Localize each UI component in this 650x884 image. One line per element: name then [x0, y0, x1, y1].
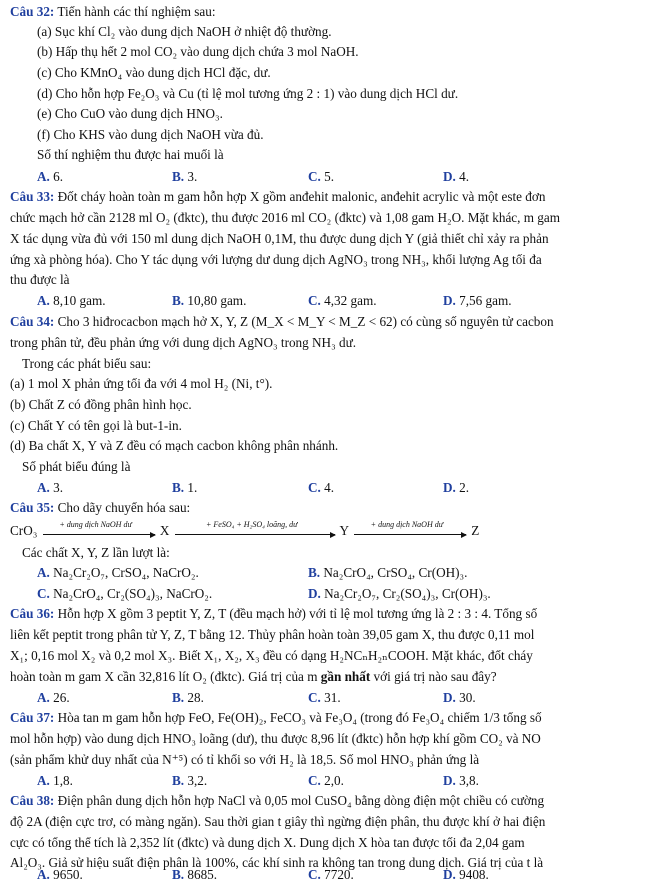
q36-line-2: liên kết peptit trong phân tử Y, Z, T bằng 12. Thủy phân hoàn toàn 39,05 gam X, thu được 0,11 mol [10, 627, 535, 642]
q38-line-2: độ 2A (điện cực trơ, có màng ngăn). Sau thời gian t giây thì ngừng điện phân, thu được khí ở hai điện [10, 814, 546, 829]
q34-intro: Trong các phát biểu sau: [22, 356, 152, 371]
q32-exp-f: (f) Cho KHS vào dung dịch NaOH vừa đủ. [37, 127, 264, 142]
q34-question: Số phát biểu đúng là [22, 459, 131, 474]
q37-line-2: mol hỗn hợp) vào dung dịch HNO₃ loãng (dư), thu được 8,96 lít (đktc) hỗn hợp khí gồm CO₂ và NO [10, 731, 541, 746]
q37-label: Câu 37: [10, 710, 55, 725]
q38-option-b[interactable]: B. 8685. [172, 866, 218, 882]
q34-option-b[interactable]: B. 1. [172, 480, 198, 495]
q38-option-a[interactable]: A. 9650. [37, 866, 83, 882]
q32-exp-d: (d) Cho hỗn hợp Fe₂O₃ và Cu (tỉ lệ mol tương ứng 2 : 1) vào dung dịch HCl dư. [37, 86, 459, 101]
q35-stem: Câu 35: Cho dãy chuyển hóa sau: [10, 500, 191, 515]
q34-line-1: Câu 34: Cho 3 hiđrocacbon mạch hở X, Y, Z (M_X < M_Y < M_Z < 62) có cùng số nguyên tử cacbon [10, 314, 554, 329]
q36-line-3: X₁; 0,16 mol X₂ và 0,2 mol X₃. Biết X₁, X₂, X₃ đều có dạng H₂NCₙH₂ₙCOOH. Mặt khác, đốt cháy [10, 648, 533, 663]
q34-option-d[interactable]: D. 2. [443, 480, 470, 495]
q35-option-d[interactable]: D. Na₂Cr₂O₇, Cr₂(SO₄)₃, Cr(OH)₃. [308, 586, 491, 601]
q33-option-a[interactable]: A. 8,10 gam. [37, 293, 106, 308]
q32-exp-a: (a) Sục khí Cl₂ vào dung dịch NaOH ở nhiệt độ thường. [37, 24, 332, 39]
q33-option-d[interactable]: D. 7,56 gam. [443, 293, 512, 308]
q38-line-1: Câu 38: Điện phân dung dịch hỗn hợp NaCl và 0,05 mol CuSO₄ bằng dòng điện một chiều có cường [10, 793, 545, 808]
q32-option-d[interactable]: D. 4. [443, 169, 470, 184]
chain-arrow-1 [43, 520, 155, 535]
q35-label: Câu 35: [10, 500, 55, 515]
q34-statement-d: (d) Ba chất X, Y và Z đều có mạch cacbon không phân nhánh. [10, 438, 339, 453]
q34-option-a[interactable]: A. 3. [37, 480, 64, 495]
q32-option-b[interactable]: B. 3. [172, 169, 198, 184]
q35-option-c[interactable]: C. Na₂CrO₄, Cr₂(SO₄)₃, NaCrO₂. [37, 586, 213, 601]
chain-arrow-1-caption: + dung dịch NaOH dư [59, 520, 132, 529]
q36-option-a[interactable]: A. 26. [37, 690, 70, 705]
q32-option-c[interactable]: C. 5. [308, 169, 335, 184]
q35-option-a[interactable]: A. Na₂Cr₂O₇, CrSO₄, NaCrO₂. [37, 565, 199, 580]
chain-start: CrO₃ [10, 523, 38, 538]
q38-line-4: Al₂O₃. Giả sử hiệu suất điện phân là 100%, các khí sinh ra không tan trong dung dịch. Giá trị của t là [10, 855, 544, 870]
q32-exp-c: (c) Cho KMnO₄ vào dung dịch HCl đặc, dư. [37, 65, 271, 80]
q36-option-c[interactable]: C. 31. [308, 690, 341, 705]
q34-statement-b: (b) Chất Z có đồng phân hình học. [10, 397, 192, 412]
q32-question: Số thí nghiệm thu được hai muối là [37, 147, 224, 162]
q32-stem [10, 2, 216, 21]
chain-z: Z [471, 523, 480, 538]
q35-question: Các chất X, Y, Z lần lượt là: [22, 545, 170, 560]
q36-line-1: Câu 36: Hỗn hợp X gồm 3 peptit Y, Z, T (đều mạch hở) với tỉ lệ mol tương ứng là 2 : 3 : 4. Tổng số [10, 606, 538, 621]
q36-option-b[interactable]: B. 28. [172, 690, 204, 705]
q36-line-4: hoàn toàn m gam X cần 32,816 lít O₂ (đktc). Giá trị của m gần nhất với giá trị nào sau đây? [10, 669, 497, 684]
chain-arrow-3-caption: + dung dịch NaOH dư [370, 520, 444, 529]
q33-option-c[interactable]: C. 4,32 gam. [308, 293, 377, 308]
q35-option-b[interactable]: B. Na₂CrO₄, CrSO₄, Cr(OH)₃. [308, 565, 468, 580]
q34-statement-c: (c) Chất Y có tên gọi là but-1-in. [10, 418, 182, 433]
q37-line-1: Câu 37: Hòa tan m gam hỗn hợp FeO, Fe(OH)₂, FeCO₃ và Fe₃O₄ (trong đó Fe₃O₄ chiếm 1/3 tổng số [10, 710, 542, 725]
q32-exp-b: (b) Hấp thụ hết 2 mol CO₂ vào dung dịch chứa 3 mol NaOH. [37, 44, 359, 59]
q37-option-d[interactable]: D. 3,8. [443, 773, 479, 788]
chain-arrow-3 [354, 520, 466, 535]
q33-line-3: X tác dụng vừa đủ với 150 ml dung dịch NaOH 0,1M, thu được dung dịch Y (giả thiết chỉ xảy ra phản [10, 231, 549, 246]
q34-option-c[interactable]: C. 4. [308, 480, 335, 495]
q38-option-c[interactable]: C. 7720. [308, 866, 354, 882]
chain-arrow-2 [175, 520, 335, 535]
q36-emphasis: gần nhất [320, 669, 371, 684]
q35-reaction-chain [10, 521, 479, 540]
q38-label: Câu 38: [10, 793, 55, 808]
q33-line-1: Câu 33: Đốt cháy hoàn toàn m gam hỗn hợp X gồm anđehit malonic, anđehit acrylic và một este đơn [10, 189, 546, 204]
q36-option-d[interactable]: D. 30. [443, 690, 476, 705]
q33-line-5: thu được là [10, 272, 70, 287]
q34-line-2: trong phân tử, đều phản ứng với dung dịch AgNO₃ trong NH₃ dư. [10, 335, 357, 350]
q36-label: Câu 36: [10, 606, 55, 621]
q32-exp-e: (e) Cho CuO vào dung dịch HNO₃. [37, 106, 223, 121]
q37-line-3: (sản phẩm khử duy nhất của N⁺⁵) có tỉ khối so với H₂ là 18,5. Số mol HNO₃ phản ứng là [10, 752, 480, 767]
q38-line-3: cực có tổng thể tích là 2,352 lít (đktc) và dung dịch X. Dung dịch X hòa tan được tối đa 2,04 gam [10, 835, 525, 850]
q38-option-d[interactable]: D. 9408. [443, 866, 489, 882]
q32-stem-text: Tiến hành các thí nghiệm sau: [57, 4, 216, 19]
q32-label: Câu 32: [10, 4, 55, 19]
chain-x: X [159, 523, 170, 538]
chain-y: Y [339, 523, 349, 538]
q34-label: Câu 34: [10, 314, 55, 329]
q33-option-b[interactable]: B. 10,80 gam. [172, 293, 247, 308]
q32-option-a[interactable]: A. 6. [37, 169, 64, 184]
q37-option-a[interactable]: A. 1,8. [37, 773, 73, 788]
q34-statement-a: (a) 1 mol X phản ứng tối đa với 4 mol H₂ (Ni, t°). [10, 376, 273, 391]
q33-label: Câu 33: [10, 189, 55, 204]
q33-line-2: chức mạch hở cần 2128 ml O₂ (đktc), thu được 2016 ml CO₂ (đktc) và 1,08 gam H₂O. Mặt khác, m gam [10, 210, 560, 225]
q37-option-b[interactable]: B. 3,2. [172, 773, 208, 788]
q33-line-4: ứng xà phòng hóa). Cho Y tác dụng với lượng dư dung dịch AgNO₃ trong NH₃, khối lượng Ag tối đa [10, 252, 542, 267]
chain-arrow-2-caption: + FeSO₄ + H₂SO₄ loãng, dư [205, 520, 298, 529]
q37-option-c[interactable]: C. 2,0. [308, 773, 344, 788]
